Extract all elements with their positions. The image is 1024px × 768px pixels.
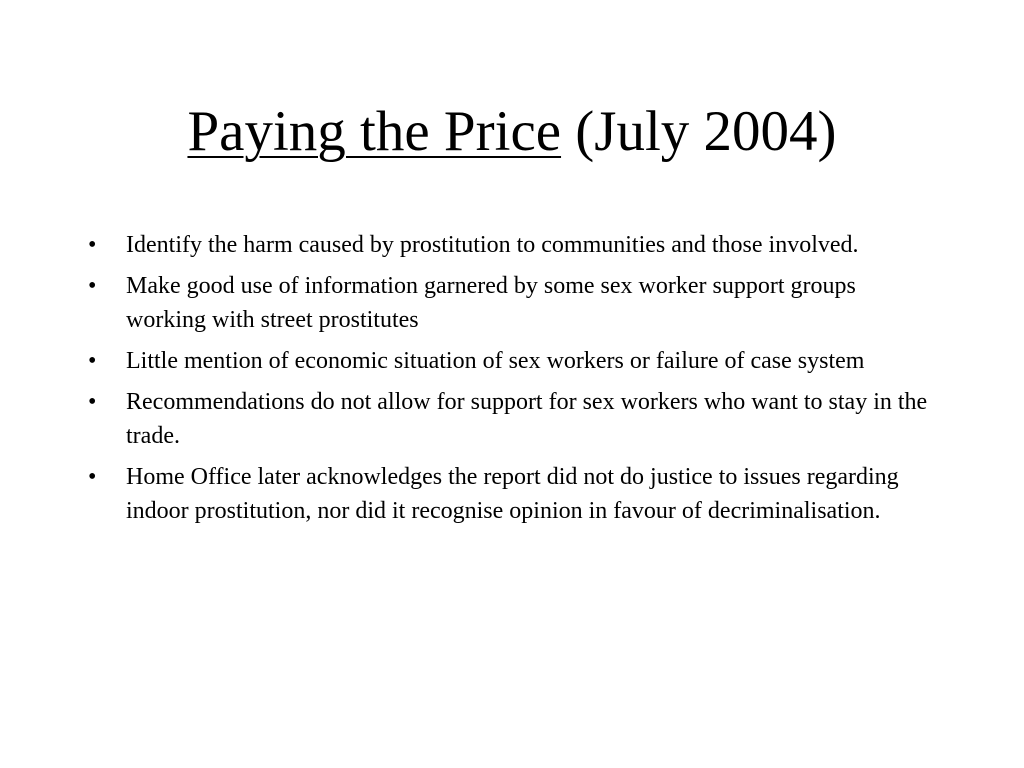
bullet-marker: • xyxy=(88,273,97,299)
bullet-marker: • xyxy=(88,389,97,415)
bullet-text: Home Office later acknowledges the report did not do justice to issues regarding indoor prostitution, nor did it recognise opinion in favour of decriminalisation. xyxy=(126,464,899,524)
bullet-text: Make good use of information garnered by some sex worker support groups working with street prostitutes xyxy=(126,273,856,333)
bullet-marker: • xyxy=(88,348,97,374)
bullet-list xyxy=(88,228,938,535)
bullet-text: Recommendations do not allow for support for sex workers who want to stay in the trade. xyxy=(126,389,928,449)
bullet-marker: • xyxy=(88,464,97,490)
bullet-item xyxy=(88,228,938,262)
bullet-text: Little mention of economic situation of sex workers or failure of case system xyxy=(126,348,865,374)
title-date-text: (July 2004) xyxy=(575,100,837,163)
bullet-item xyxy=(88,385,938,453)
bullet-text: Identify the harm caused by prostitution to communities and those involved. xyxy=(126,232,859,258)
bullet-item xyxy=(88,269,938,337)
bullet-item xyxy=(88,460,938,528)
title-underlined-text: Paying the Price xyxy=(187,100,562,163)
bullet-marker: • xyxy=(88,232,97,258)
slide-title xyxy=(0,96,1024,168)
bullet-item xyxy=(88,344,938,378)
